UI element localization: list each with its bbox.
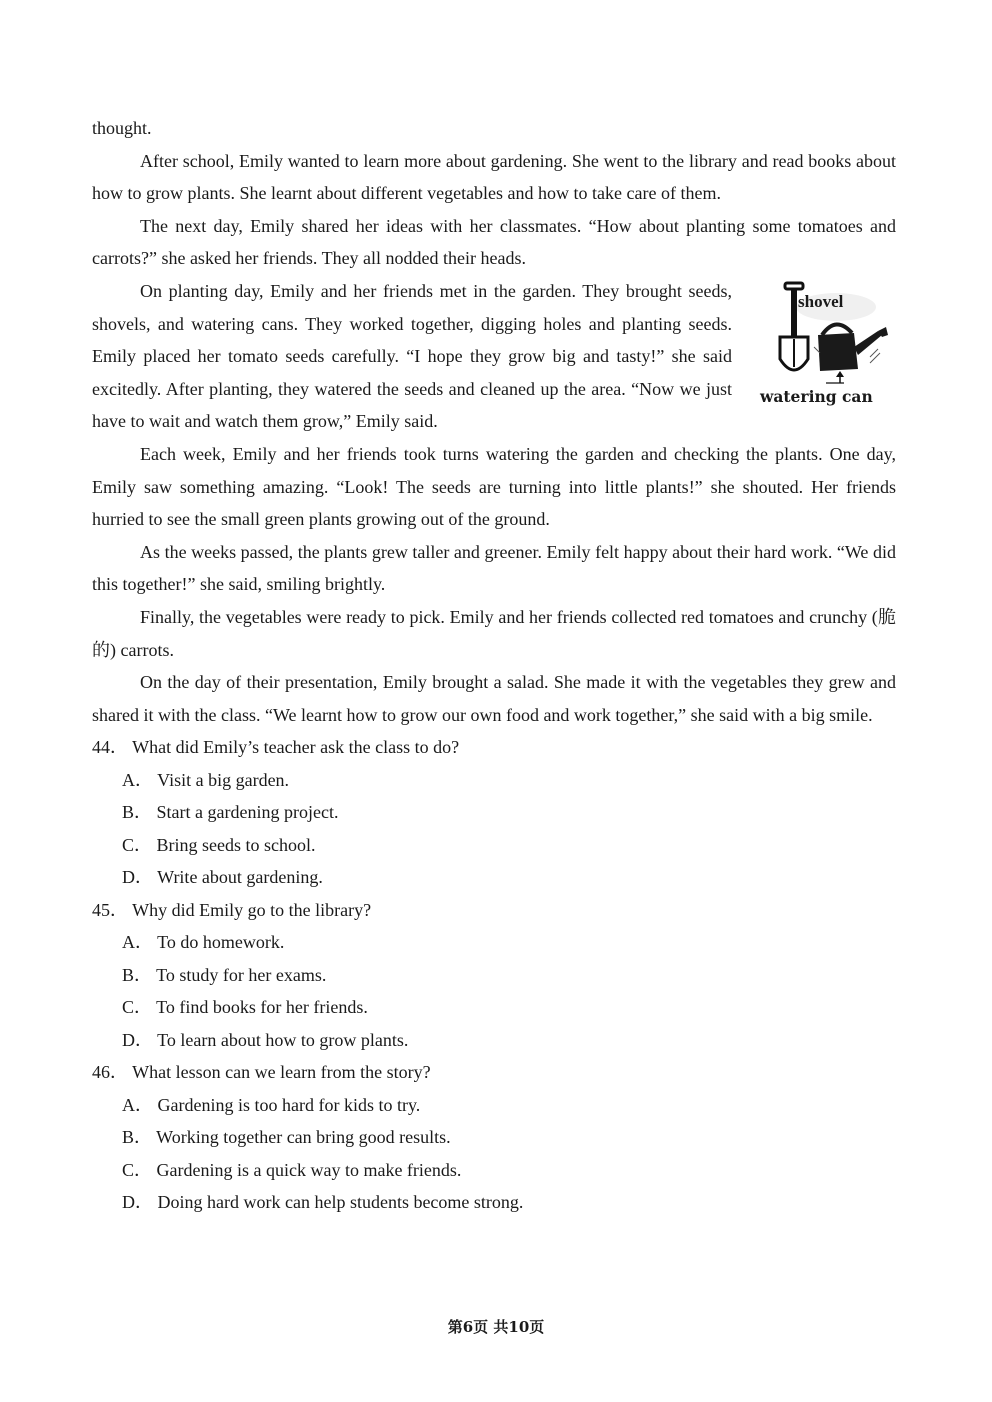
passage-paragraph: On the day of their presentation, Emily brought a salad. She made it with the vegetables they grew and shared it with the class. “We learnt how to grow our own food and work together,” she said with a big smile. <box>92 672 896 725</box>
answer-option[interactable]: A． To do homework. <box>122 932 285 953</box>
passage-paragraph: Each week, Emily and her friends took turns watering the garden and checking the plants. One day, Emily saw something amazing. “Look! The seeds are turning into little plants!” she shouted. Her friends hurried to see the small green plants growing out of the ground. <box>92 443 896 530</box>
answer-option[interactable]: B． Working together can bring good results. <box>122 1127 451 1148</box>
question-46 <box>92 1056 896 1219</box>
question-44 <box>92 731 896 894</box>
paragraph-with-figure <box>92 275 896 438</box>
answer-option[interactable]: A． Visit a big garden. <box>122 769 290 790</box>
passage-paragraph: thought. <box>92 118 152 138</box>
passage-paragraph: On planting day, Emily and her friends met in the garden. They brought seeds, shovels, and watering cans. They worked together, digging holes and planting seeds. Emily placed her tomato seeds carefully. “I hope they grow big and tasty!” she said excitedly. After planting, they watered the seeds and cleaned up the area. “Now we just have to wait and watch them grow,” Emily said. <box>92 280 732 432</box>
question-stem: 46． What lesson can we learn from the story? <box>92 1062 431 1083</box>
page-number-footer: 第6页 共10页 <box>447 1318 545 1336</box>
watering-can-label: watering can <box>760 386 873 406</box>
question-list <box>92 731 896 1219</box>
answer-option[interactable]: B． To study for her exams. <box>122 964 327 985</box>
answer-option[interactable]: C． To find books for her friends. <box>122 997 368 1018</box>
question-stem: 44． What did Emily’s teacher ask the class to do? <box>92 737 460 758</box>
passage-paragraph: The next day, Emily shared her ideas with her classmates. “How about planting some tomatoes and carrots?” she asked her friends. They all nodded their heads. <box>92 215 896 269</box>
question-stem: 45． Why did Emily go to the library? <box>92 899 372 920</box>
shovel-label: shovel <box>798 291 844 311</box>
watering-can-icon <box>818 333 858 371</box>
answer-option[interactable]: A． Gardening is too hard for kids to try. <box>122 1094 421 1115</box>
answer-option[interactable]: D． Write about gardening. <box>122 867 323 888</box>
answer-option[interactable]: D． To learn about how to grow plants. <box>122 1029 409 1050</box>
question-45 <box>92 894 896 1057</box>
passage-paragraph: After school, Emily wanted to learn more about gardening. She went to the library and read books about how to grow plants. She learnt about different vegetables and how to take care of them. <box>92 150 896 204</box>
exam-page <box>92 112 896 1219</box>
answer-option[interactable]: B． Start a gardening project. <box>122 802 339 823</box>
passage-paragraph: Finally, the vegetables were ready to pick. Emily and her friends collected red tomatoes and crunchy (脆的) carrots. <box>92 606 896 660</box>
answer-option[interactable]: C． Bring seeds to school. <box>122 834 316 855</box>
passage-paragraph: As the weeks passed, the plants grew taller and greener. Emily felt happy about their hard work. “We did this together!” she said, smiling brightly. <box>92 541 896 595</box>
answer-option[interactable]: C． Gardening is a quick way to make friends. <box>122 1159 462 1180</box>
shovel-watering-can-figure <box>760 277 896 417</box>
answer-option[interactable]: D． Doing hard work can help students become strong. <box>122 1192 524 1213</box>
